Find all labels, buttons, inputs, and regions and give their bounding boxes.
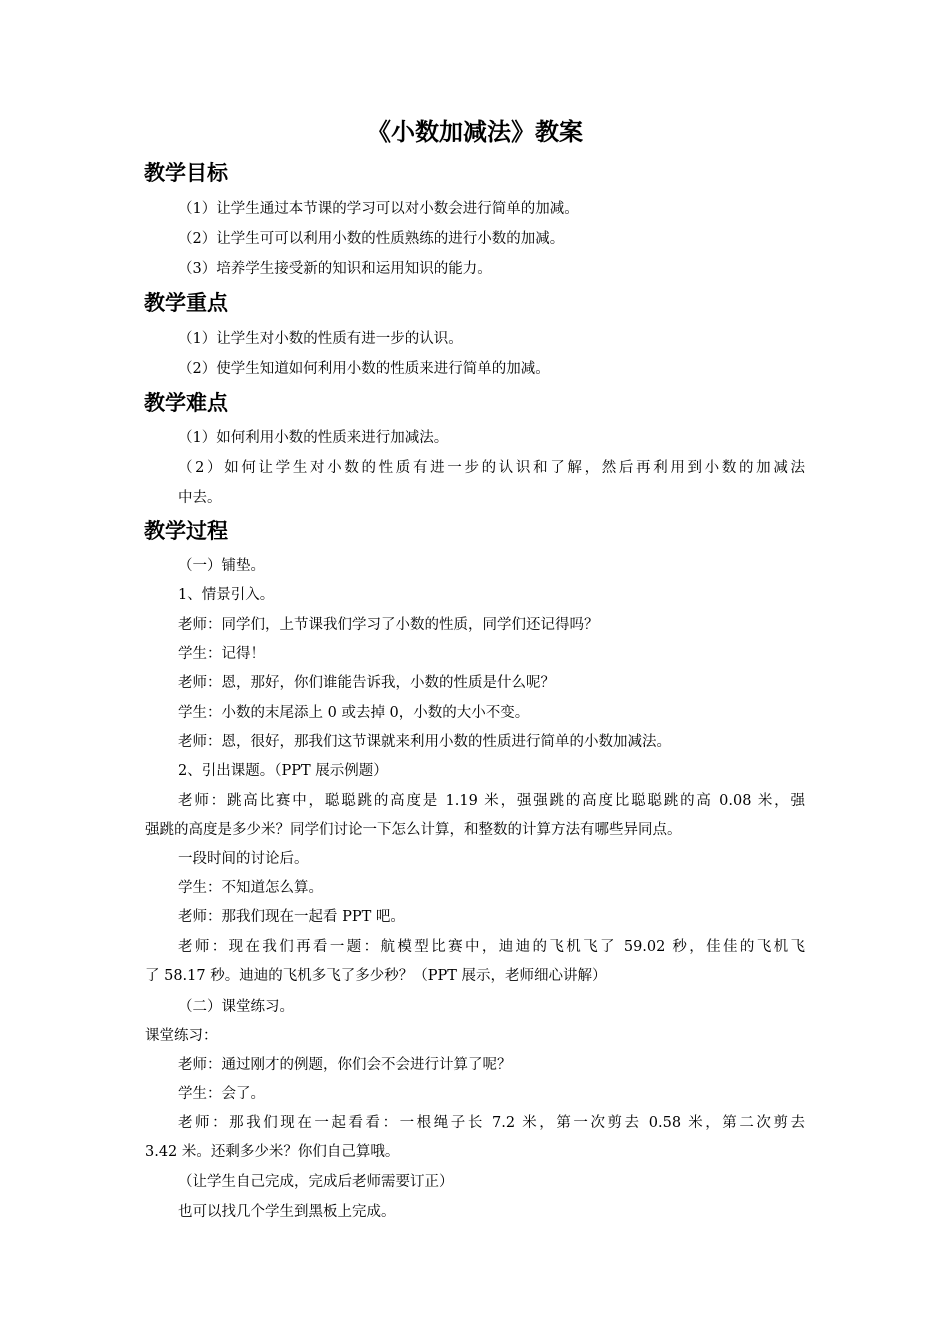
process-line: （让学生自己完成，完成后老师需要订正） bbox=[178, 1174, 454, 1190]
difficulty-item-continued: 中去。 bbox=[178, 490, 222, 506]
section-heading-objectives: 教学目标 bbox=[144, 161, 228, 185]
process-line: 学生：记得！ bbox=[178, 646, 265, 662]
process-line: 老师：恩，很好，那我们这节课就来利用小数的性质进行简单的小数加减法。 bbox=[178, 734, 671, 750]
process-line: 老师：恩，那好，你们谁能告诉我，小数的性质是什么呢？ bbox=[178, 675, 555, 691]
process-line: 老师：那我们现在一起看看：一根绳子长 7.2 米，第一次剪去 0.58 米，第二次剪去 bbox=[178, 1115, 805, 1131]
section-heading-process: 教学过程 bbox=[144, 519, 228, 543]
process-line: 老师：跳高比赛中，聪聪跳的高度是 1.19 米，强强跳的高度比聪聪跳的高 0.08 米，强 bbox=[178, 793, 805, 809]
key-point-item: （1）让学生对小数的性质有进一步的认识。 bbox=[178, 331, 463, 347]
objective-item: （2）让学生可可以利用小数的性质熟练的进行小数的加减。 bbox=[178, 231, 565, 247]
process-line: （二）课堂练习。 bbox=[178, 999, 294, 1015]
section-heading-difficulties: 教学难点 bbox=[144, 391, 228, 415]
difficulty-item: （1）如何利用小数的性质来进行加减法。 bbox=[178, 430, 449, 446]
process-line: 学生：不知道怎么算。 bbox=[178, 880, 323, 896]
process-line-continued: 3.42 米。还剩多少米？你们自己算哦。 bbox=[145, 1144, 400, 1160]
document-title: 《小数加减法》教案 bbox=[367, 118, 583, 146]
process-line: 2、引出课题。（PPT 展示例题） bbox=[178, 763, 388, 779]
process-line: 课堂练习： bbox=[145, 1028, 218, 1044]
process-line-continued: 了 58.17 秒。迪迪的飞机多飞了多少秒？（PPT 展示，老师细心讲解） bbox=[145, 968, 607, 984]
process-line: 老师：现在我们再看一题：航模型比赛中，迪迪的飞机飞了 59.02 秒，佳佳的飞机飞 bbox=[178, 939, 805, 955]
process-line: 一段时间的讨论后。 bbox=[178, 851, 309, 867]
process-line: （一）铺垫。 bbox=[178, 558, 265, 574]
process-line: 也可以找几个学生到黑板上完成。 bbox=[178, 1204, 396, 1220]
process-line: 老师：通过刚才的例题，你们会不会进行计算了呢？ bbox=[178, 1057, 512, 1073]
section-heading-key-points: 教学重点 bbox=[144, 291, 228, 315]
process-line: 学生：会了。 bbox=[178, 1086, 265, 1102]
key-point-item: （2）使学生知道如何利用小数的性质来进行简单的加减。 bbox=[178, 361, 550, 377]
process-line: 学生：小数的末尾添上 0 或去掉 0，小数的大小不变。 bbox=[178, 705, 530, 721]
process-line-continued: 强跳的高度是多少米？同学们讨论一下怎么计算，和整数的计算方法有哪些异同点。 bbox=[145, 822, 682, 838]
process-line: 1、情景引入。 bbox=[178, 587, 275, 603]
process-line: 老师：那我们现在一起看 PPT 吧。 bbox=[178, 909, 405, 925]
process-line: 老师：同学们，上节课我们学习了小数的性质，同学们还记得吗？ bbox=[178, 617, 599, 633]
difficulty-item: （2）如何让学生对小数的性质有进一步的认识和了解，然后再利用到小数的加减法 bbox=[178, 460, 805, 476]
objective-item: （3）培养学生接受新的知识和运用知识的能力。 bbox=[178, 261, 492, 277]
objective-item: （1）让学生通过本节课的学习可以对小数会进行简单的加减。 bbox=[178, 201, 579, 217]
